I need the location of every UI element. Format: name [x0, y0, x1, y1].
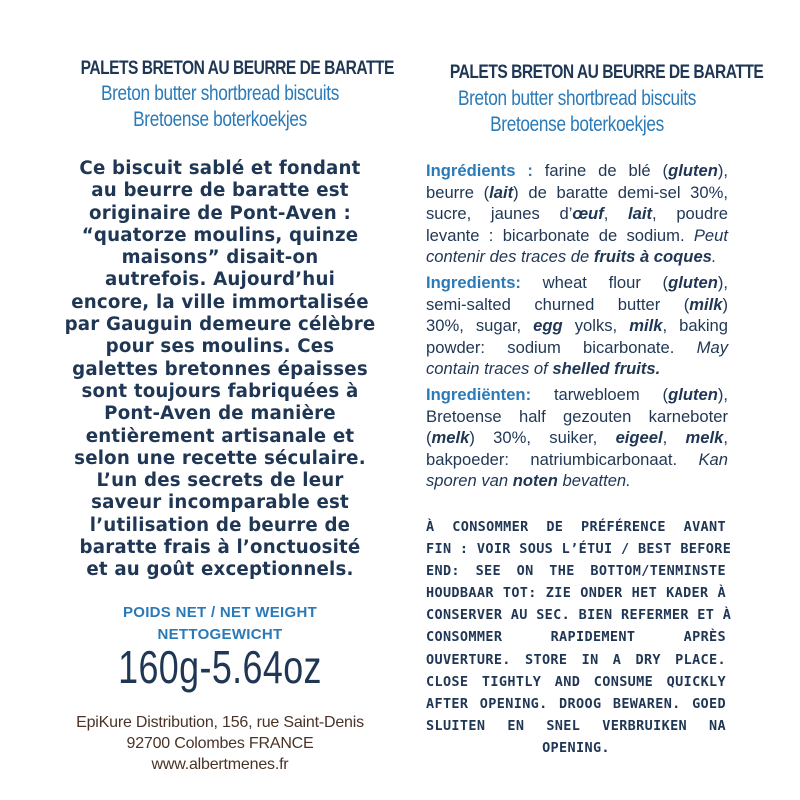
allergen: egg [533, 316, 563, 336]
right-title-nl: Bretoense boterkoekjes [490, 113, 664, 136]
story-line: au beurre de baratte est [91, 180, 349, 202]
product-story [50, 158, 390, 582]
right-title-en: Breton butter shortbread biscuits [457, 87, 697, 110]
ingredients-text: ), [717, 385, 728, 404]
storage-line: HOUDBAAR TOT: ZIE ONDER HET KADER À [426, 585, 726, 602]
ingredients-text: ) 30%, suiker, [469, 428, 616, 448]
storage-line: OUVERTURE. STORE IN A DRY PLACE. [426, 651, 726, 668]
ingredients-text: ) de baratte demi-sel 30%, [513, 182, 728, 202]
storage-line: OPENING. [542, 739, 610, 756]
ingredients-text: farine de blé ( [532, 161, 669, 180]
story-line: et au goût exceptionnels. [86, 559, 354, 581]
allergen: eigeel [615, 428, 663, 448]
story-line: L’un des secrets de leur [96, 470, 344, 492]
ingredients-text: , [603, 204, 629, 224]
traces-text: Peut [693, 225, 728, 245]
allergen: noten [512, 471, 558, 491]
ingredients-text: ), [717, 161, 728, 180]
allergen: gluten [668, 161, 718, 180]
ingredients-text: yolks, [562, 316, 630, 336]
traces-text: contain traces of [426, 359, 553, 379]
right-title-fr-wrap [422, 62, 764, 84]
traces-text: May [696, 337, 728, 357]
left-title-en: Breton butter shortbread biscuits [100, 82, 340, 105]
storage-line: CONSERVER AU SEC. BIEN REFERMER ET À [426, 607, 732, 624]
ingredients-text: semi-salted churned butter ( [426, 294, 690, 314]
ingredients-text: tarwebloem ( [531, 385, 669, 404]
ingredients-text: , poudre [652, 204, 728, 224]
storage-line: CONSOMMER RAPIDEMENT APRÈS [426, 629, 726, 646]
story-line: Ce biscuit sablé et fondant [79, 158, 361, 179]
ingredients-text: , [662, 428, 686, 448]
traces-text: . [711, 247, 717, 267]
ingredients-text: ) [722, 294, 728, 314]
story-line: baratte frais à l’onctuosité [79, 537, 361, 559]
story-line: selon une recette séculaire. [74, 447, 366, 469]
allergen: milk [629, 316, 663, 336]
net-weight-label-nl: NETTOGEWICHT [157, 626, 283, 643]
allergen: œuf [572, 204, 604, 224]
ingredients-nl [426, 384, 728, 492]
website-link[interactable]: www.albertmenes.fr [151, 756, 289, 773]
net-weight-label: POIDS NET / NET WEIGHT [122, 604, 318, 621]
traces-text: contenir des traces de [426, 247, 594, 267]
story-line: Pont-Aven de manière [104, 403, 336, 425]
allergen: fruits à coques [593, 247, 712, 267]
storage-line: FIN : VOIR SOUS L’ÉTUI / BEST BEFORE [426, 541, 732, 558]
ingredients-text: sucre, jaunes d’ [426, 204, 573, 224]
story-line: maisons” disait-on [121, 247, 319, 269]
story-line: entièrement artisanale et [85, 425, 355, 447]
story-line: par Gauguin demeure célèbre [64, 314, 376, 336]
ingredients-text: powder: sodium bicarbonate. [426, 337, 697, 357]
ingredients-text: beurre ( [426, 182, 490, 202]
right-title-fr: PALETS BRETON AU BEURRE DE BARATTE [449, 62, 764, 83]
ingredients-text: bakpoeder: natriumbicarbonaat. [426, 449, 699, 469]
best-before-storage [426, 516, 732, 759]
story-line: galettes bretonnes épaisses [72, 358, 368, 380]
allergen: lait [489, 182, 514, 202]
left-title-fr: PALETS BRETON AU BEURRE DE BARATTE [80, 58, 394, 79]
story-line: saveur incomparable est [91, 492, 349, 514]
ingredients-text: ), [717, 273, 728, 292]
story-line: pour ses moulins. Ces [105, 336, 335, 358]
ingredients-text: levante : bicarbonate de sodium. [426, 225, 694, 245]
right-title-nl-wrap [422, 113, 732, 137]
storage-line: AFTER OPENING. DROOG BEWAREN. GOED [426, 695, 726, 712]
allergen: melk [431, 428, 470, 448]
distributor-address: EpiKure Distribution, 156, rue Saint-Denis [76, 714, 364, 731]
allergen: gluten [668, 273, 718, 292]
story-line: “quatorze moulins, quinze [81, 224, 359, 246]
traces-text: bevatten. [557, 471, 631, 491]
story-line: autrefois. Aujourd’hui [104, 269, 336, 291]
ingredients-text: , baking [662, 316, 729, 336]
allergen: lait [628, 204, 653, 224]
storage-line: CLOSE TIGHTLY AND CONSUME QUICKLY [426, 673, 726, 690]
storage-line: SLUITEN EN SNEL VERBRUIKEN NA [426, 717, 726, 734]
ingredients-text: Bretoense half gezouten karneboter [426, 406, 728, 426]
allergen: gluten [668, 385, 718, 404]
ingredients-text: ( [426, 428, 432, 448]
storage-line: À CONSOMMER DE PRÉFÉRENCE AVANT [426, 519, 726, 535]
ingredients-en-label: Ingredients: [426, 273, 521, 292]
ingredients-text: , [723, 428, 728, 448]
story-line: originaire de Pont-Aven : [89, 202, 351, 224]
net-weight-value: 160g-5.64oz [118, 641, 322, 693]
ingredients-fr-label: Ingrédients : [426, 161, 533, 180]
allergen: shelled fruits. [552, 359, 661, 379]
ingredients-fr [426, 160, 728, 268]
left-title-en-wrap [50, 82, 390, 106]
ingredients-text: 30%, sugar, [426, 316, 534, 336]
left-title-nl: Bretoense boterkoekjes [133, 108, 307, 131]
ingredients-text: wheat flour ( [520, 273, 669, 292]
story-line: sont toujours fabriquées à [81, 380, 359, 402]
ingredients-en [426, 272, 728, 380]
story-line: encore, la ville immortalisée [71, 291, 369, 313]
traces-text: sporen van [426, 471, 513, 491]
story-line: l’utilisation de beurre de [89, 514, 351, 536]
right-title-en-wrap [422, 87, 732, 111]
allergen: melk [685, 428, 724, 448]
left-title-nl-wrap [50, 108, 390, 132]
allergen: milk [689, 294, 723, 314]
ingredients-nl-label: Ingrediënten: [426, 385, 532, 404]
distributor-city: 92700 Colombes FRANCE [126, 735, 314, 752]
traces-text: Kan [698, 449, 728, 469]
storage-line: END: SEE ON THE BOTTOM/TENMINSTE [426, 563, 726, 580]
left-title-block [50, 58, 394, 80]
